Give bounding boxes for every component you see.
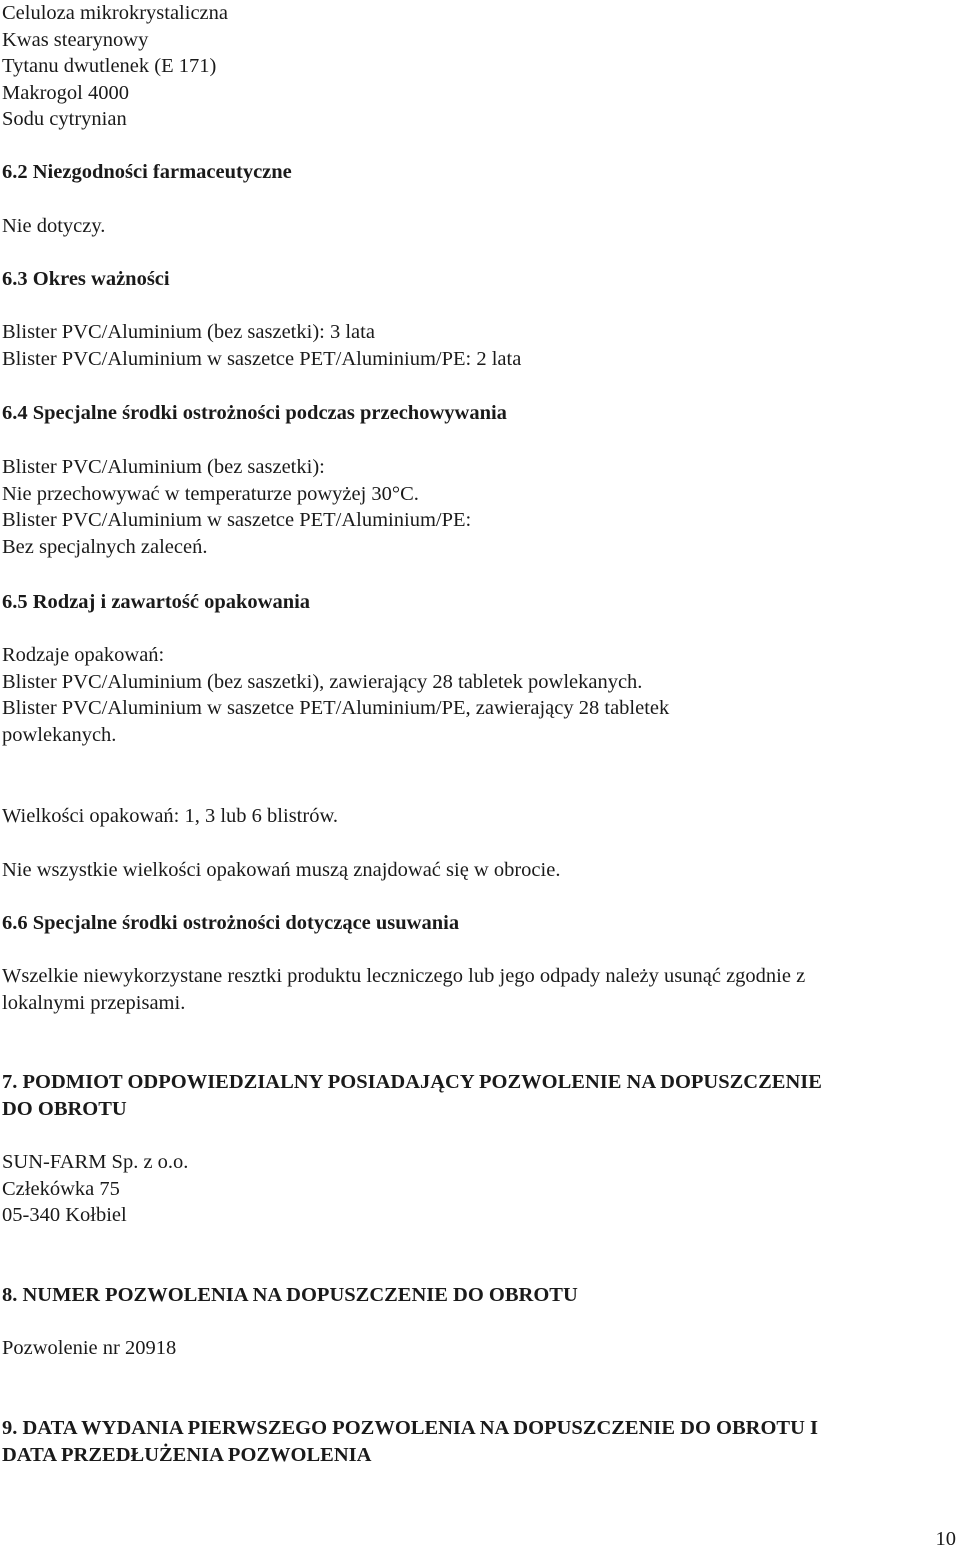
excipient-item: Makrogol 4000	[2, 81, 129, 104]
section-9-heading-line: 9. DATA WYDANIA PIERWSZEGO POZWOLENIA NA DOPUSZCZENIE DO OBROTU I	[2, 1417, 819, 1439]
package-line: Blister PVC/Aluminium w saszetce PET/Aluminium/PE, zawierający 28 tabletek	[2, 697, 670, 719]
storage-line: Blister PVC/Aluminium (bez saszetki):	[2, 456, 325, 478]
page-number: 10	[935, 1528, 956, 1550]
section-7-heading-line: DO OBROTU	[2, 1097, 127, 1120]
section-6-5-body	[2, 642, 952, 748]
excipient-list	[2, 0, 952, 133]
pack-sizes-note: Nie wszystkie wielkości opakowań muszą znajdować się w obrocie.	[2, 859, 561, 881]
section-6-4-heading: 6.4 Specjalne środki ostrożności podczas przechowywania	[2, 402, 507, 424]
section-7-heading-line: 7. PODMIOT ODPOWIEDZIALNY POSIADAJĄCY POZWOLENIE NA DOPUSZCZENIE	[2, 1071, 822, 1093]
section-6-6-heading: 6.6 Specjalne środki ostrożności dotyczące usuwania	[2, 912, 460, 934]
shelf-life-line: Blister PVC/Aluminium (bez saszetki): 3 lata	[2, 321, 375, 343]
section-8-heading: 8. NUMER POZWOLENIA NA DOPUSZCZENIE DO OBROTU	[2, 1284, 578, 1306]
section-7-heading	[2, 1069, 952, 1122]
section-6-2-heading: 6.2 Niezgodności farmaceutyczne	[2, 161, 292, 183]
disposal-line: Wszelkie niewykorzystane resztki produktu leczniczego lub jego odpady należy usunąć zgodnie z	[2, 965, 806, 987]
package-line: Blister PVC/Aluminium (bez saszetki), zawierający 28 tabletek powlekanych.	[2, 670, 643, 693]
section-6-5-heading: 6.5 Rodzaj i zawartość opakowania	[2, 591, 311, 613]
storage-line: Bez specjalnych zaleceń.	[2, 535, 208, 558]
address-line: SUN-FARM Sp. z o.o.	[2, 1151, 189, 1173]
excipient-item: Celuloza mikrokrystaliczna	[2, 2, 228, 24]
address-line: Człekówka 75	[2, 1177, 120, 1200]
section-9-heading-line: DATA PRZEDŁUŻENIA POZWOLENIA	[2, 1443, 372, 1466]
excipient-item: Tytanu dwutlenek (E 171)	[2, 55, 217, 77]
mah-address	[2, 1149, 952, 1229]
section-9-heading	[2, 1415, 952, 1468]
section-6-2-text: Nie dotyczy.	[2, 215, 106, 237]
section-6-4-body	[2, 454, 952, 560]
section-6-3-body	[2, 319, 952, 372]
storage-line: Blister PVC/Aluminium w saszetce PET/Aluminium/PE:	[2, 509, 472, 531]
pack-sizes: Wielkości opakowań: 1, 3 lub 6 blistrów.	[2, 805, 339, 827]
section-6-6-body	[2, 963, 952, 1016]
excipient-item: Kwas stearynowy	[2, 28, 149, 51]
excipient-item: Sodu cytrynian	[2, 108, 127, 130]
package-line: Rodzaje opakowań:	[2, 644, 165, 666]
storage-line: Nie przechowywać w temperaturze powyżej 30°C.	[2, 482, 419, 505]
disposal-line: lokalnymi przepisami.	[2, 991, 186, 1014]
section-6-3-heading: 6.3 Okres ważności	[2, 268, 170, 290]
authorization-number: Pozwolenie nr 20918	[2, 1337, 177, 1359]
package-line: powlekanych.	[2, 723, 117, 746]
address-line: 05-340 Kołbiel	[2, 1204, 127, 1226]
shelf-life-line: Blister PVC/Aluminium w saszetce PET/Aluminium/PE: 2 lata	[2, 347, 522, 370]
